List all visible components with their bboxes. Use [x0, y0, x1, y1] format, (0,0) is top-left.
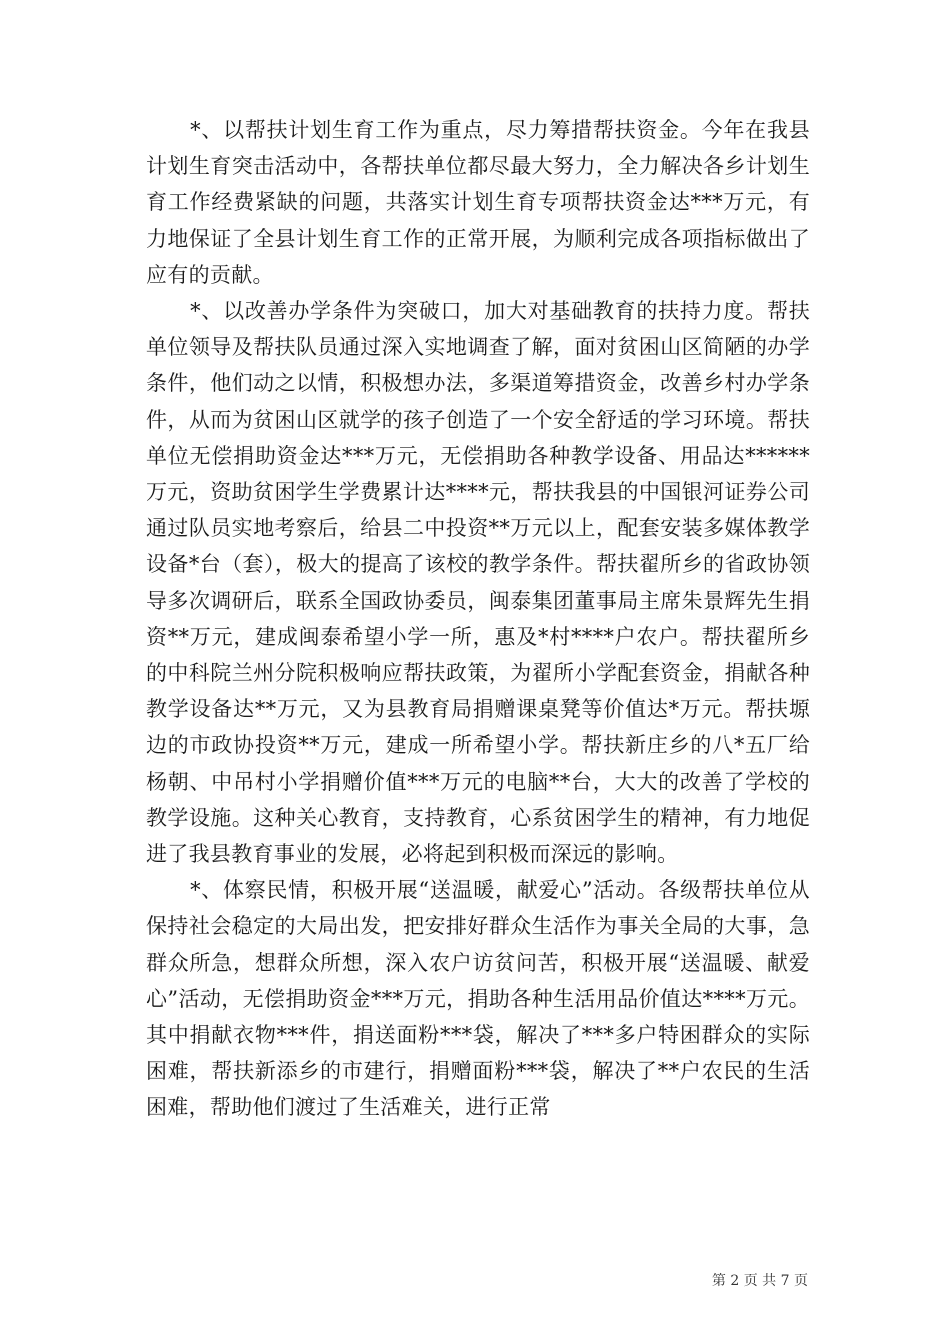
- paragraph-education: *、以改善办学条件为突破口，加大对基础教育的扶持力度。帮扶单位领导及帮扶队员通过深入实地调查了解，面对贫困山区简陋的办学条件，他们动之以情，积极想办法，多渠道筹措资金，改善乡村办学条件，从而为贫困山区就学的孩子创造了一个安全舒适的学习环境。帮扶单位无偿捐助资金达***万元，无偿捐助各种教学设备、用品达******万元，资助贫困学生学费累计达****元，帮扶我县的中国银河证券公司通过队员实地考察后，给县二中投资**万元以上，配套安装多媒体教学设备*台（套），极大的提高了该校的教学条件。帮扶翟所乡的省政协领导多次调研后，联系全国政协委员，闽泰集团董事局主席朱景辉先生捐资**万元，建成闽泰希望小学一所，惠及*村****户农户。帮扶翟所乡的中科院兰州分院积极响应帮扶政策，为翟所小学配套资金，捐献各种教学设备达**万元，又为县教育局捐赠课桌凳等价值达*万元。帮扶塬边的市政协投资**万元，建成一所希望小学。帮扶新庄乡的八*五厂给杨朝、中吊村小学捐赠价值***万元的电脑**台，大大的改善了学校的教学设施。这种关心教育，支持教育，心系贫困学生的精神，有力地促进了我县教育事业的发展，必将起到积极而深远的影响。: [146, 299, 810, 867]
- paragraph-family-planning: *、以帮扶计划生育工作为重点，尽力筹措帮扶资金。今年在我县计划生育突击活动中，各帮扶单位都尽最大努力，全力解决各乡计划生育工作经费紧缺的问题，共落实计划生育专项帮扶资金达***万元，有力地保证了全县计划生育工作的正常开展，为顺利完成各项指标做出了应有的贡献。: [146, 118, 810, 287]
- paragraph-warmth-campaign: *、体察民情，积极开展“送温暖，献爱心”活动。各级帮扶单位从保持社会稳定的大局出发，把安排好群众生活作为事关全局的大事，急群众所急，想群众所想，深入农户访贫问苦，积极开展“送温暖、献爱心”活动，无偿捐助资金***万元，捐助各种生活用品价值达****万元。其中捐献衣物***件，捐送面粉***袋，解决了***多户特困群众的实际困难，帮扶新添乡的市建行，捐赠面粉***袋，解决了**户农民的生活困难，帮助他们渡过了生活难关，进行正常: [146, 878, 810, 1120]
- page-number: 第 2 页 共 7 页: [711, 1273, 808, 1289]
- document-body: [146, 112, 810, 1126]
